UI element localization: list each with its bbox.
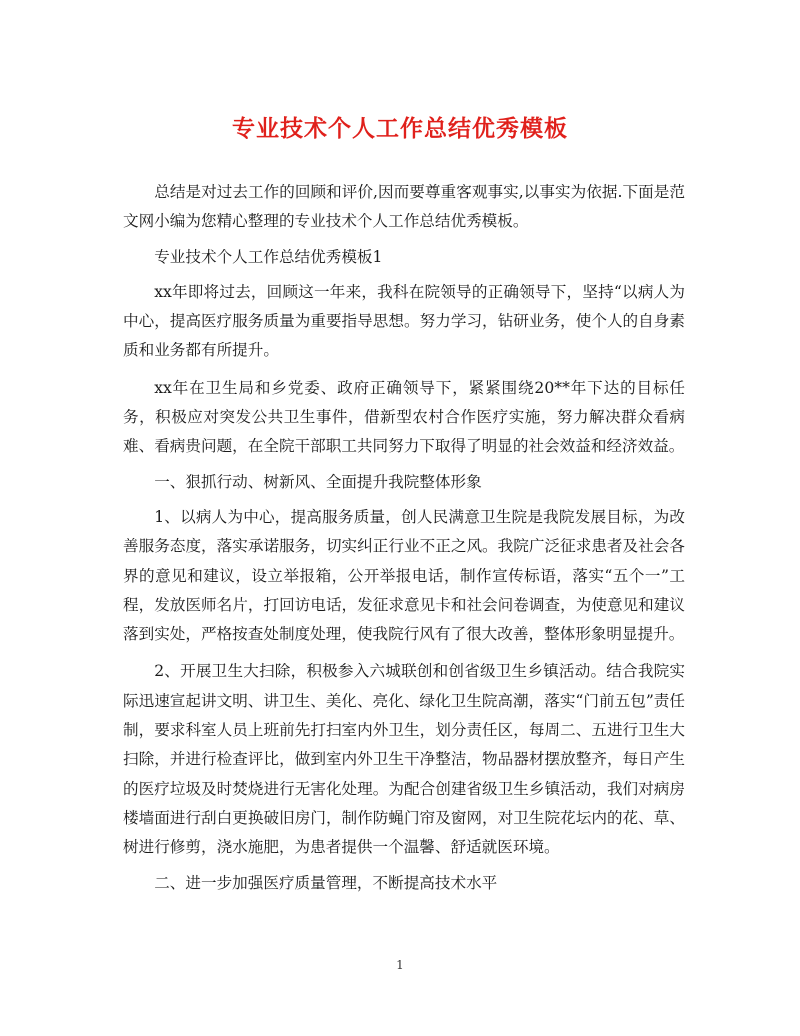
document-title: 专业技术个人工作总结优秀模板 xyxy=(232,115,568,142)
paragraph-item-1: 1、以病人为中心，提高服务质量，创人民满意卫生院是我院发展目标，为改善服务态度，落实承诺服务，切实纠正行业不正之风。我院广泛征求患者及社会各界的意见和建议，设立举报箱，公开举报电话，制作宣传标语，落实“五个一”工程，发放医师名片，打回访电话，发征求意见卡和社会问卷调查，为使意见和建议落到实处，严格按查处制度处理，使我院行风有了很大改善，整体形象明显提升。 xyxy=(123,507,685,644)
paragraph-summary: xx年在卫生局和乡党委、政府正确领导下，紧紧围绕20**年下达的目标任务，积极应对突发公共卫生事件，借新型农村合作医疗实施，努力解决群众看病难、看病贵问题，在全院干部职工共同努力下取得了明显的社会效益和经济效益。 xyxy=(123,378,685,456)
section-heading-2: 二、进一步加强医疗质量管理，不断提高技术水平 xyxy=(154,873,498,892)
paragraph-subtitle: 专业技术个人工作总结优秀模板1 xyxy=(154,247,383,266)
document-body xyxy=(123,178,685,904)
paragraph-intro: 总结是对过去工作的回顾和评价,因而要尊重客观事实,以事实为依据.下面是范文网小编为您精心整理的专业技术个人工作总结优秀模板。 xyxy=(123,183,685,231)
paragraph-item-2: 2、开展卫生大扫除，积极参入六城联创和创省级卫生乡镇活动。结合我院实际迅速宣起讲文明、讲卫生、美化、亮化、绿化卫生院高潮，落实“门前五包”责任制，要求科室人员上班前先打扫室内外卫生，划分责任区，每周二、五进行卫生大扫除，并进行检查评比，做到室内外卫生干净整洁，物品器材摆放整齐，每日产生的医疗垃圾及时焚烧进行无害化处理。为配合创建省级卫生乡镇活动，我们对病房楼墙面进行刮白更换破旧房门，制作防蝇门帘及窗网，对卫生院花坛内的花、草、树进行修剪，浇水施肥，为患者提供一个温馨、舒适就医环境。 xyxy=(123,662,685,857)
section-heading-1: 一、狠抓行动、树新风、全面提升我院整体形象 xyxy=(154,472,482,491)
page-number: 1 xyxy=(396,958,404,972)
paragraph-review: xx年即将过去，回顾这一年来，我科在院领导的正确领导下，坚持“以病人为中心，提高医疗服务质量为重要指导思想。努力学习，钻研业务，使个人的自身素质和业务都有所提升。 xyxy=(123,282,685,360)
